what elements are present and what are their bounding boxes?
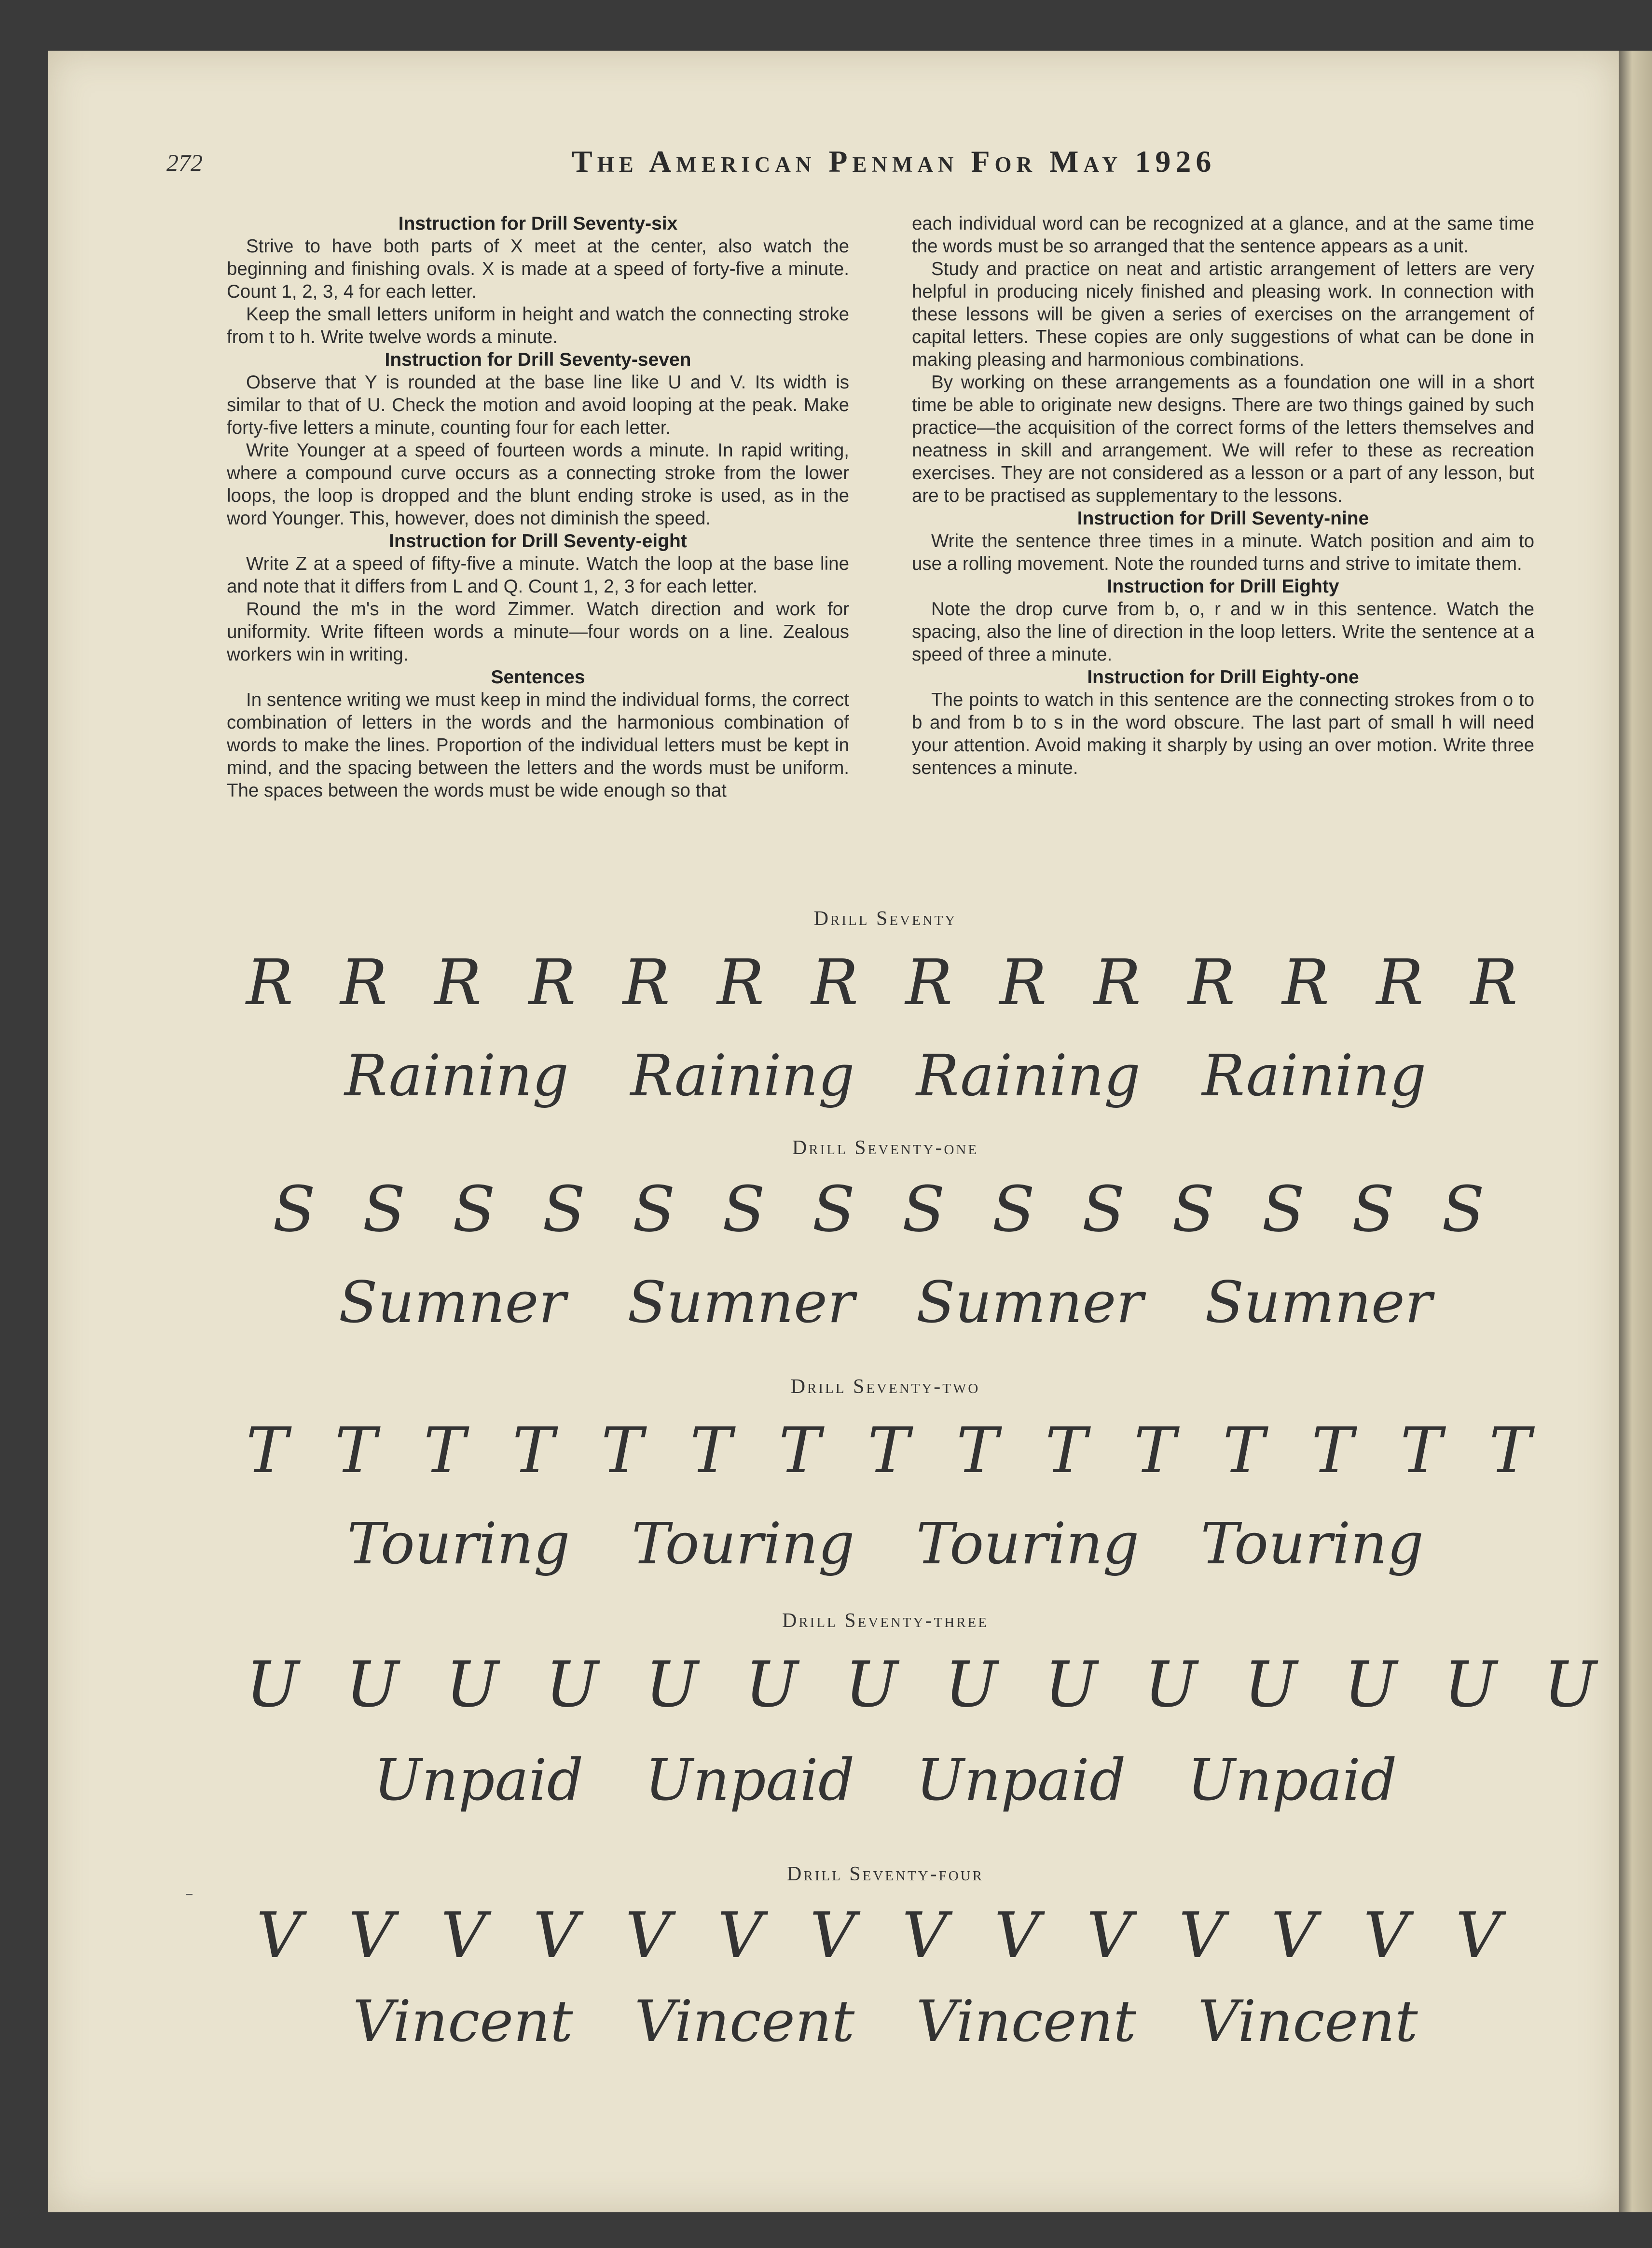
paragraph: each individual word can be recognized at a glance, and at the same time the words must be so arranged that the sentence appears as a unit. [912,213,1534,257]
section-heading: Instruction for Drill Seventy-six [398,213,678,234]
page-header [166,144,1257,192]
paragraph: In sentence writing we must keep in mind the individual forms, the correct combination of letters in the words and the harmonious combination of words to make the lines. Proportion of the individual letters must be kept in mind, and the spacing between the letters and the words must be uniform. The spaces between the words must be wide enough so that [227,690,849,801]
script-words-row: Touring Touring Touring Touring [347,1510,1424,1577]
paragraph: The points to watch in this sentence are the connecting strokes from o to b and from b to s in the word obscure. The last part of small h will need your attention. Avoid making it sharply by using an over motion. Write three sentences a minute. [912,690,1534,778]
script-letters-row: R R R R R R R R R R R R R R [246,946,1531,1019]
drill-title: Drill Seventy-one [792,1137,979,1159]
script-letters-row: V V V V V V V V V V V V V V [256,1899,1514,1972]
script-words-row: Raining Raining Raining Raining [344,1042,1427,1109]
script-letters-row: U U U U U U U U U U U U U U [246,1648,1611,1721]
section-heading: Instruction for Drill Seventy-nine [1077,508,1369,529]
paragraph: Strive to have both parts of X meet at the center, also watch the beginning and finishing ovals. X is made at a speed of forty-five a minute. Count 1, 2, 3, 4 for each letter. [227,236,849,302]
drill-title: Drill Seventy-two [790,1376,980,1398]
paragraph: Keep the small letters uniform in height and watch the connecting stroke from t to h. Write twelve words a minute. [227,304,849,347]
right-column [912,212,1534,779]
page-number: 272 [166,149,203,176]
running-title: The American Penman For May 1926 [572,144,1216,179]
drill-title: Drill Seventy-four [787,1863,984,1885]
section-heading: Instruction for Drill Eighty-one [1087,667,1359,688]
section-heading: Instruction for Drill Seventy-eight [389,531,687,552]
book-gutter [1619,51,1652,2212]
paragraph: By working on these arrangements as a foundation one will in a short time be able to originate new designs. There are two things gained by such practice—the acquisition of the correct forms of the letters themselves and neatness in skill and arrangement. We will refer to these as recreation exercises. They are not considered as a lesson or a part of any lesson, but are to be practised as supplementary to the lessons. [912,372,1534,506]
section-heading: Sentences [491,667,585,688]
paragraph: Observe that Y is rounded at the base line like U and V. Its width is similar to that of U. Check the motion and avoid looping at the peak. Make forty-five letters a minute, counting four for each letter. [227,372,849,438]
script-letters-row: T T T T T T T T T T T T T T T [246,1414,1545,1487]
paragraph: Note the drop curve from b, o, r and w in this sentence. Watch the spacing, also the line of direction in the loop letters. Write the sentence at a speed of three a minute. [912,599,1534,665]
section-heading: Instruction for Drill Eighty [1107,576,1339,597]
script-words-row: Sumner Sumner Sumner Sumner [338,1269,1432,1336]
paragraph: Write Younger at a speed of fourteen words a minute. In rapid writing, where a compound curve occurs as a connecting stroke from the lower loops, the loop is dropped and the blunt ending stroke is used, as in the word Younger. This, however, does not diminish the speed. [227,440,849,529]
left-column [227,212,849,802]
margin-mark [186,1894,193,1895]
script-letters-row: S S S S S S S S S S S S S S [272,1172,1498,1246]
paragraph: Write Z at a speed of fifty-five a minute. Watch the loop at the base line and note that it differs from L and Q. Count 1, 2, 3 for each letter. [227,553,849,597]
drill-title: Drill Seventy-three [782,1610,989,1632]
section-heading: Instruction for Drill Seventy-seven [385,349,691,370]
drill-title: Drill Seventy [813,908,957,930]
script-words-row: Unpaid Unpaid Unpaid Unpaid [373,1747,1397,1813]
paragraph: Write the sentence three times in a minute. Watch position and aim to use a rolling movement. Note the rounded turns and strive to imitate them. [912,531,1534,574]
paragraph: Study and practice on neat and artistic arrangement of letters are very helpful in producing nicely finished and pleasing work. In connection with these lessons will be given a series of exercises on the arrangement of capital letters. These copies are only suggestions of what can be done in making pleasing and harmonious combinations. [912,259,1534,370]
paragraph: Round the m's in the word Zimmer. Watch direction and work for uniformity. Write fifteen words a minute—four words on a line. Zealous workers win in writing. [227,599,849,665]
script-words-row: Vincent Vincent Vincent Vincent [353,1988,1418,2055]
